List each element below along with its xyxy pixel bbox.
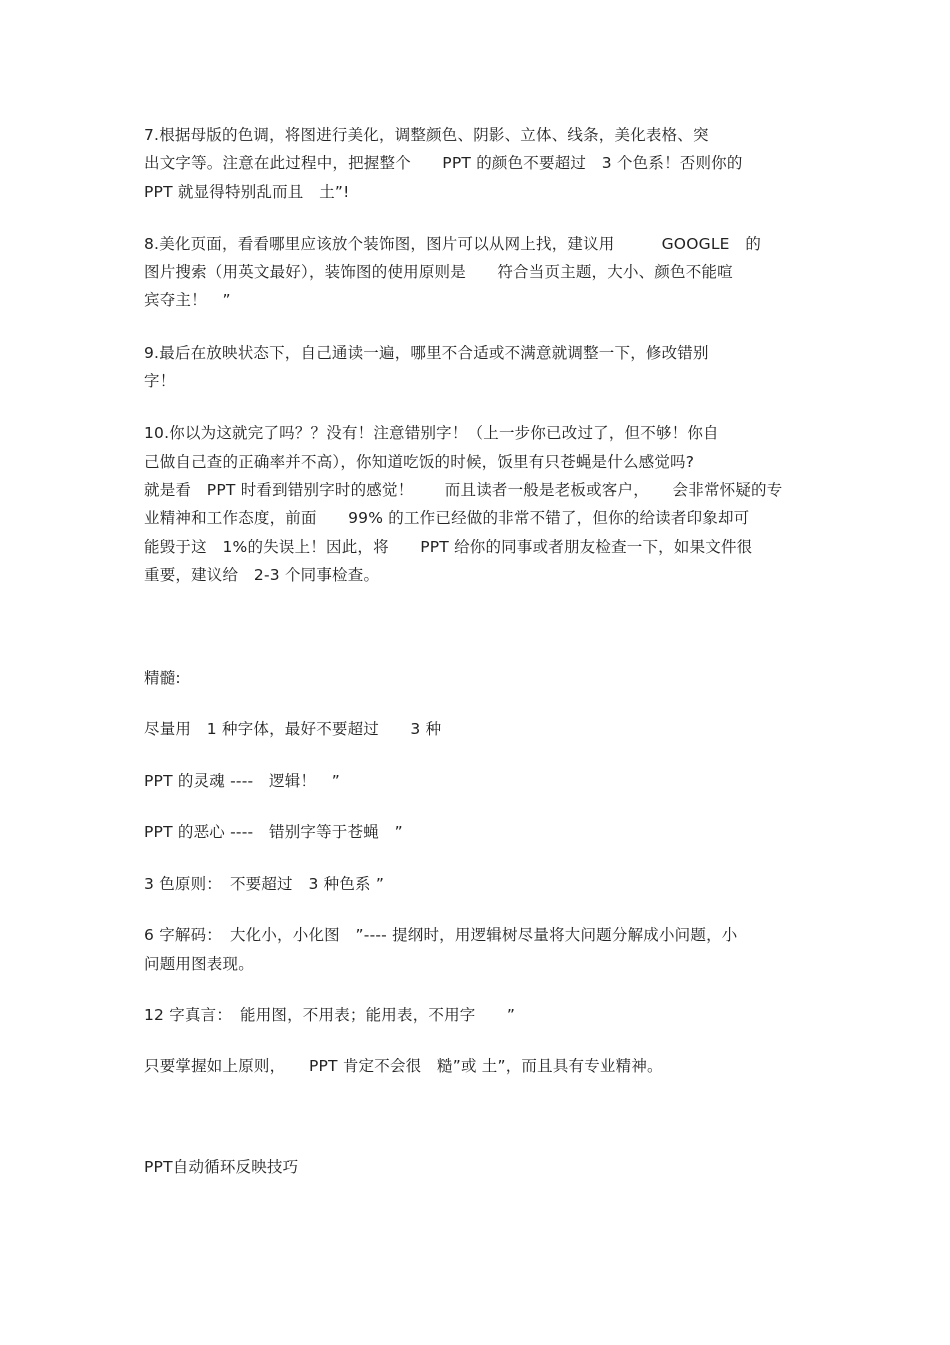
summary-line: 只要掌握如上原则， PPT 肯定不会很 糙”或 土”，而且具有专业精神。 — [144, 1057, 663, 1075]
paragraph-9-line-2: 字！ — [144, 372, 176, 390]
paragraph-10-line-6: 重要，建议给 2-3 个同事检查。 — [144, 566, 380, 584]
paragraph-10-line-2: 己做自己查的正确率并不高），你知道吃饭的时候，饭里有只苍蝇是什么感觉吗? — [144, 453, 695, 471]
tip-disgust: PPT 的恶心 ---- 错别字等于苍蝇 ” — [144, 823, 403, 841]
tip-color-rule: 3 色原则： 不要超过 3 种色系 ” — [144, 875, 385, 893]
tip-soul: PPT 的灵魂 ---- 逻辑！ ” — [144, 772, 341, 790]
tip-six-char-line-1: 6 字解码： 大化小，小化图 ”---- 提纲时，用逻辑树尽量将大问题分解成小问题，小 — [144, 926, 738, 944]
paragraph-10-line-4: 业精神和工作态度，前面 99% 的工作已经做的非常不错了，但你的给读者印象却可 — [144, 509, 750, 527]
paragraph-8-line-2: 图片搜索（用英文最好），装饰图的使用原则是 符合当页主题，大小、颜色不能喧 — [144, 263, 733, 281]
paragraph-10-line-5: 能毁于这 1%的失误上！因此，将 PPT 给你的同事或者朋友检查一下，如果文件很 — [144, 538, 753, 556]
paragraph-8-line-1: 8.美化页面，看看哪里应该放个装饰图，图片可以从网上找，建议用 GOOGLE 的 — [144, 235, 762, 253]
paragraph-7-line-2: 出文字等。注意在此过程中，把握整个 PPT 的颜色不要超过 3 个色系！否则你的 — [144, 154, 743, 172]
tip-font: 尽量用 1 种字体，最好不要超过 3 种 — [144, 720, 442, 738]
paragraph-10-line-1: 10.你以为这就完了吗？？没有！注意错别字！（上一步你已改过了，但不够！你自 — [144, 424, 719, 442]
section-heading: PPT自动循环反映技巧 — [144, 1158, 299, 1176]
paragraph-10-line-3: 就是看 PPT 时看到错别字时的感觉！ 而且读者一般是老板或客户， 会非常怀疑的专 — [144, 481, 783, 499]
paragraph-7-line-3: PPT 就显得特别乱而且 土”! — [144, 183, 350, 201]
tip-twelve-char: 12 字真言： 能用图，不用表；能用表，不用字 ” — [144, 1006, 516, 1024]
paragraph-8-line-3: 宾夺主！ ” — [144, 291, 231, 309]
essence-title: 精髓: — [144, 669, 181, 687]
paragraph-9-line-1: 9.最后在放映状态下，自己通读一遍，哪里不合适或不满意就调整一下，修改错别 — [144, 344, 709, 362]
tip-six-char-line-2: 问题用图表现。 — [144, 955, 254, 973]
paragraph-7-line-1: 7.根据母版的色调，将图进行美化，调整颜色、阴影、立体、线条，美化表格、突 — [144, 126, 709, 144]
